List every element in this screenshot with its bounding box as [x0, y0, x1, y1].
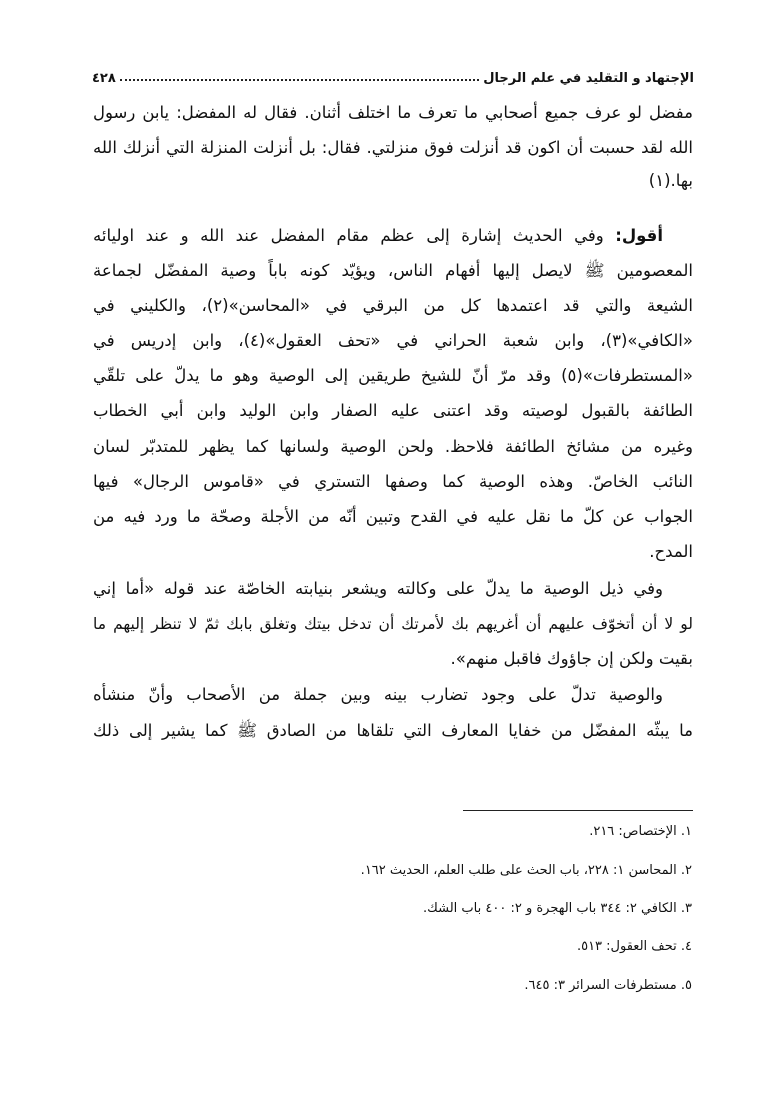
footnote: ٣. الكافي ٢: ٣٤٤ باب الهجرة و ٢: ٤٠٠ باب الشك. — [423, 901, 692, 916]
body-line: الطائفة بالقبول لوصيته وقد اعتنى عليه الصفار وابن الوليد وابن أبي الخطاب — [93, 401, 693, 420]
body-line: مفضل لو عرف جميع أصحابي ما تعرف ما اختلف أثنان. فقال له المفضل: يابن رسول — [93, 103, 693, 122]
body-line: «المستطرفات»(٥) وقد مرّ أنّ للشيخ طريقين إلى الوصية وهو ما يدلّ على تلقّي — [93, 366, 693, 385]
footnote: ٤. تحف العقول: ٥١٣. — [576, 939, 692, 954]
running-header — [92, 64, 694, 86]
footnote: ٢. المحاسن ١: ٢٢٨، باب الحث على طلب العلم، الحديث ١٦٢. — [360, 863, 692, 878]
body-line: المعصومين ﷺ لايصل إليها أفهام الناس، ويؤيّد كونه باباً وصية المفضّل لجماعة — [93, 261, 693, 280]
body-line: بقيت ولكن إن جاؤوك فاقبل منهم». — [450, 649, 693, 668]
body-line: بها.(١) — [648, 171, 693, 190]
body-line-text: وفي الحديث إشارة إلى عظم مقام المفضل عند الله و عند اوليائه — [93, 226, 604, 245]
body-line — [93, 223, 663, 249]
body-line: والوصية تدلّ على وجود تضارب بينه وبين جملة من الأصحاب وأنّ منشأه — [93, 685, 663, 704]
page-number: ٤٢٨ — [92, 71, 116, 86]
footnote: ١. الإختصاص: ٢١٦. — [589, 824, 692, 839]
aqul-label: أقول: — [615, 226, 663, 245]
body-line: «الكافي»(٣)، وابن شعبة الحراني في «تحف العقول»(٤)، وابن إدريس في — [93, 331, 693, 350]
body-line: وفي ذيل الوصية ما يدلّ على وكالته ويشعر بنيابته الخاصّة عند قوله «أما إني — [93, 579, 663, 598]
footnote: ٥. مستطرفات السرائر ٣: ٦٤٥. — [524, 978, 692, 993]
body-line: الجواب عن كلّ ما نقل عليه في القدح وتبين أنّه من الأجلة وصحّة ما ورد فيه من — [93, 507, 693, 526]
body-line: الله لقد حسبت أن اكون قد أنزلت فوق منزلتي. فقال: بل أنزلت المنزلة التي أنزلك الله — [93, 138, 693, 157]
footnote-separator — [463, 810, 693, 811]
running-title: الإجتهاد و التقليد في علم الرجال — [483, 71, 694, 86]
body-line: وغيره من مشائخ الطائفة فلاحظ. ولحن الوصية ولسانها كما يظهر للمتدبّر لسان — [93, 437, 693, 456]
dotted-leader — [120, 79, 479, 81]
body-line: المدح. — [649, 542, 693, 561]
body-line: لو لا أن أتخوّف عليهم أن أغريهم بك لأمرتك أن تدخل بيتك وتغلق بابك ثمّ لا تنظر إليهم ما — [93, 615, 693, 633]
body-line: النائب الخاصّ. وهذه الوصية كما وصفها التستري في «قاموس الرجال» فيها — [93, 472, 693, 491]
body-line: ما يبثّه المفضّل من خفايا المعارف التي تلقاها من الصادق ﷺ كما يشير إلى ذلك — [93, 721, 693, 740]
body-line: الشيعة والتي قد اعتمدها كل من البرقي في «المحاسن»(٢)، والكليني في — [93, 296, 693, 315]
